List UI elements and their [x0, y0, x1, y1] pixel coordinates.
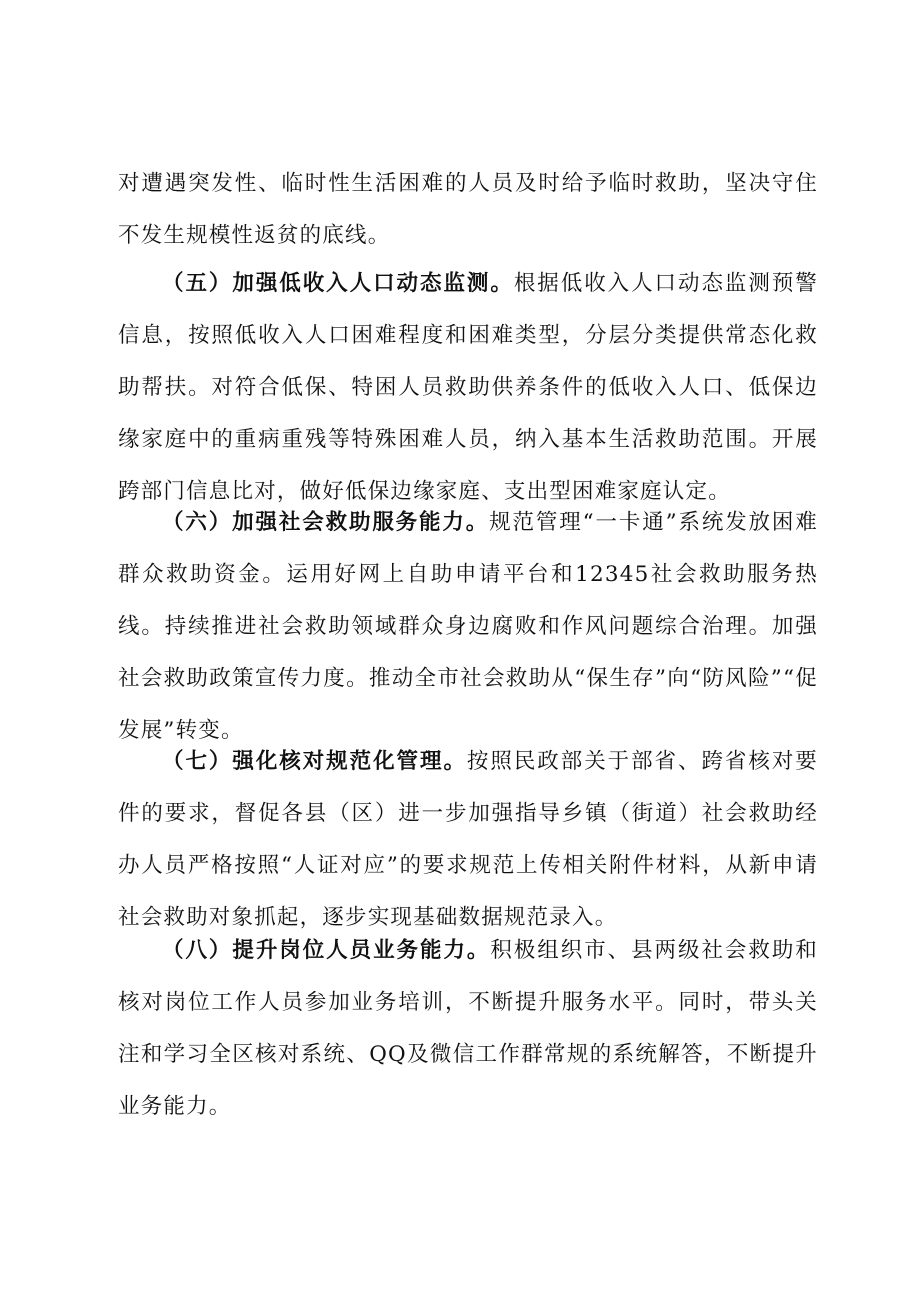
- paragraph-text: 积极组织市、县两级社会救助和核对岗位工作人员参加业务培训，不断提升服务水平。同时，带头关注和学习全区核对系统、QQ及微信工作群常规的系统解答，不断提升业务能力。: [118, 938, 818, 1119]
- paragraph-text: 对遭遇突发性、临时性生活困难的人员及时给予临时救助，坚决守住不发生规模性返贫的底线。: [118, 171, 818, 248]
- paragraph-section-5: [118, 258, 818, 518]
- paragraph-text: 按照民政部关于部省、跨省核对要件的要求，督促各县（区）进一步加强指导乡镇（街道）社会救助经办人员严格按照“人证对应”的要求规范上传相关附件材料，从新申请社会救助对象抓起，逐步实现基础数据规范录入。: [118, 749, 818, 930]
- section-heading: （七）强化核对规范化管理。: [162, 749, 467, 774]
- paragraph-section-7: [118, 736, 818, 944]
- paragraph-text: 根据低收入人口动态监测预警信息，按照低收入人口困难程度和困难类型，分层分类提供常态化救助帮扶。对符合低保、特困人员救助供养条件的低收入人口、低保边缘家庭中的重病重残等特殊困难人员，纳入基本生活救助范围。开展跨部门信息比对，做好低保边缘家庭、支出型困难家庭认定。: [118, 271, 818, 504]
- paragraph-section-6: [118, 497, 818, 757]
- paragraph-continuation: [118, 158, 818, 262]
- paragraph-section-8: [118, 925, 818, 1133]
- section-heading: （六）加强社会救助服务能力。: [162, 510, 490, 535]
- paragraph-text: 规范管理“一卡通”系统发放困难群众救助资金。运用好网上自助申请平台和12345社会救助服务热线。持续推进社会救助领域群众身边腐败和作风问题综合治理。加强社会救助政策宣传力度。推动全市社会救助从“保生存”向“防风险”“促发展”转变。: [118, 510, 818, 743]
- section-heading: （八）提升岗位人员业务能力。: [162, 938, 491, 963]
- section-heading: （五）加强低收入人口动态监测。: [162, 271, 514, 296]
